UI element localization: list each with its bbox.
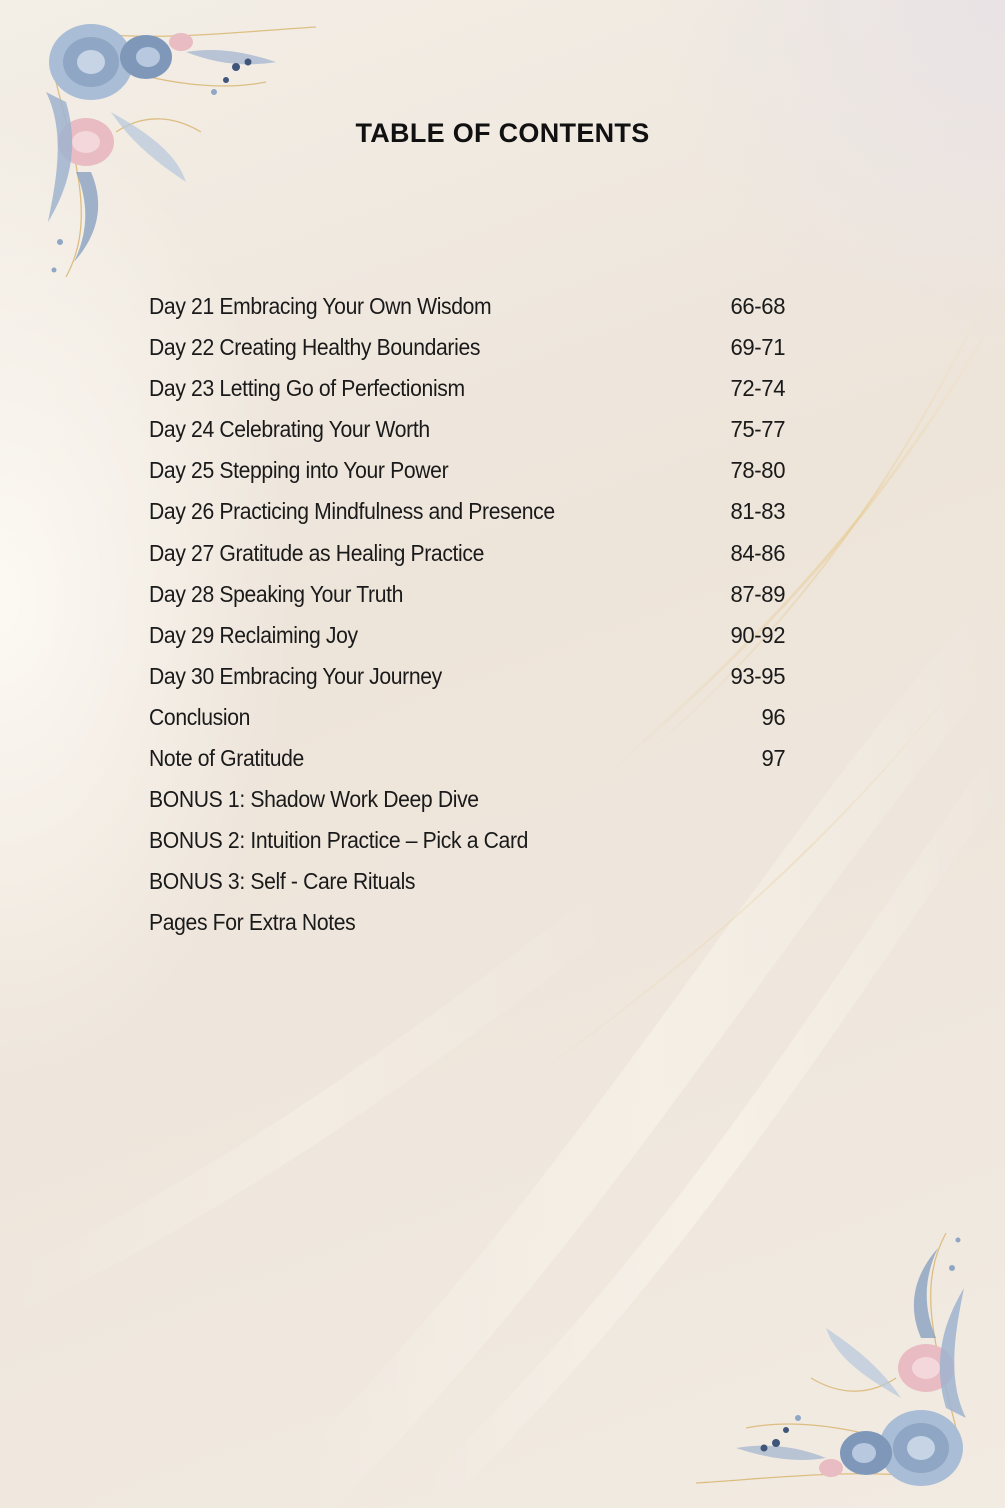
toc-entry[interactable] [149, 615, 785, 656]
toc-entry-pages: 66-68 [730, 293, 785, 319]
toc-entry[interactable] [149, 491, 785, 532]
toc-entry-label: Day 29 Reclaiming Joy [149, 621, 358, 648]
toc-entry-label: Day 23 Letting Go of Perfectionism [149, 375, 465, 402]
toc-entry-label: Day 28 Speaking Your Truth [149, 580, 404, 607]
floral-corner-top-left-icon [36, 22, 326, 284]
toc-entry-pages: 96 [761, 703, 785, 730]
toc-entry[interactable] [149, 820, 785, 861]
toc-entry-label: Day 26 Practicing Mindfulness and Presence [149, 498, 555, 525]
toc-entry[interactable] [149, 574, 785, 615]
toc-entry-pages: 69-71 [730, 334, 785, 361]
toc-entry-label: Pages For Extra Notes [149, 909, 356, 936]
toc-entry-label: Day 24 Celebrating Your Worth [149, 416, 430, 443]
toc-entry-pages: 93-95 [730, 662, 785, 689]
toc-entry-pages: 72-74 [730, 375, 785, 402]
toc-entry-pages: 87-89 [730, 580, 785, 607]
toc-entry[interactable] [149, 327, 785, 368]
toc-entry[interactable] [149, 533, 785, 574]
toc-entry[interactable] [149, 861, 785, 902]
toc-entry-label: Day 21 Embracing Your Own Wisdom [149, 293, 492, 319]
toc-entry-label: Conclusion [149, 703, 251, 730]
toc-entry-label: BONUS 1: Shadow Work Deep Dive [149, 786, 479, 813]
toc-entry-pages: 75-77 [730, 416, 785, 443]
toc-entry-label: BONUS 2: Intuition Practice – Pick a Card [149, 827, 529, 854]
toc-entry-pages: 90-92 [730, 621, 785, 648]
toc-entry[interactable] [149, 286, 785, 327]
toc-entry-label: BONUS 3: Self - Care Rituals [149, 868, 416, 895]
toc-entry-label: Day 30 Embracing Your Journey [149, 662, 442, 689]
toc-entry[interactable] [149, 656, 785, 697]
toc-entry-label: Day 25 Stepping into Your Power [149, 457, 449, 484]
floral-corner-bottom-right-icon [686, 1226, 976, 1488]
toc-entry[interactable] [149, 902, 785, 943]
toc-entry[interactable] [149, 697, 785, 738]
page-title: TABLE OF CONTENTS [355, 118, 650, 148]
toc-entry-pages: 84-86 [730, 539, 785, 566]
toc-entry-pages: 78-80 [730, 457, 785, 484]
toc-entry-label: Day 27 Gratitude as Healing Practice [149, 539, 485, 566]
toc-entry-label: Note of Gratitude [149, 745, 304, 772]
toc-entry[interactable] [149, 779, 785, 820]
toc-entry-label: Day 22 Creating Healthy Boundaries [149, 334, 481, 361]
toc-entry[interactable] [149, 409, 785, 450]
toc-entry[interactable] [149, 738, 785, 779]
toc-entry-pages: 97 [761, 745, 785, 772]
toc-entry-pages: 81-83 [730, 498, 785, 525]
toc-entry[interactable] [149, 368, 785, 409]
toc-entry[interactable] [149, 450, 785, 491]
table-of-contents [149, 286, 785, 944]
